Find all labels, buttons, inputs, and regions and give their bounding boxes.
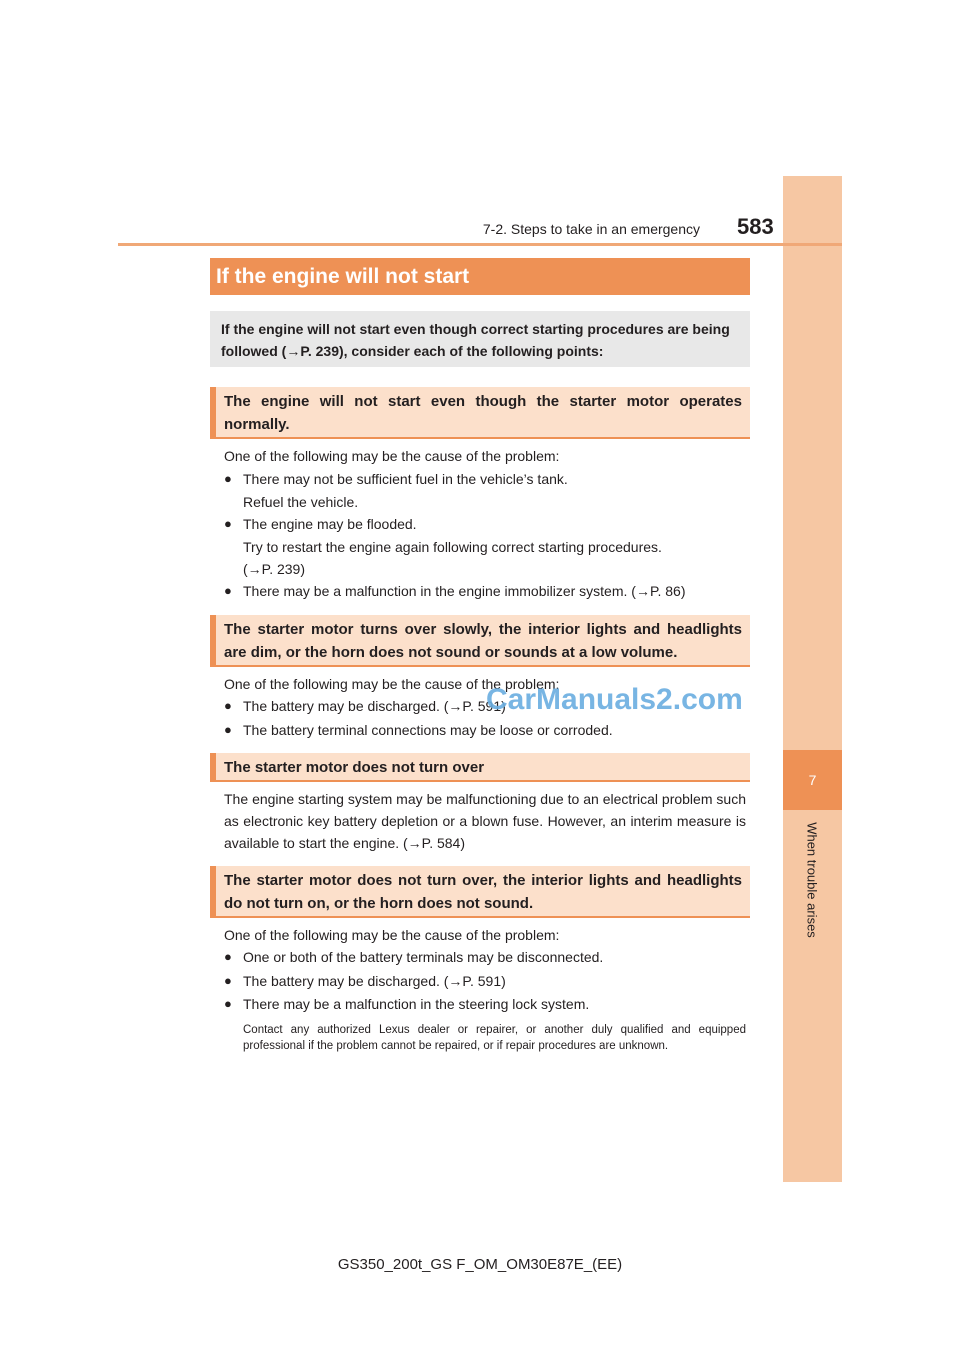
list-item: ● There may not be sufficient fuel in the vehicle’s tank. Refuel the vehicle. (224, 468, 746, 513)
bullet-icon: ● (224, 973, 232, 988)
list-item: ● The battery may be discharged. (→P. 591) (224, 695, 746, 718)
bullet-icon: ● (224, 722, 232, 737)
bullet-icon: ● (224, 996, 232, 1011)
list-item: ● The engine may be flooded. Try to restart the engine again following correct starting procedures. (→P. 239) (224, 513, 746, 581)
chapter-number-badge: 7 (783, 750, 842, 810)
section-3-text: The engine starting system may be malfunctioning due to an electrical problem such as electronic key battery depletion or a blown fuse. However, an interim measure is available to start the engine. (→P. 584) (224, 791, 746, 851)
intro-line-2: followed (→P. 239), consider each of the following points: (221, 343, 604, 359)
chapter-title-vertical: When trouble arises (804, 822, 820, 938)
intro-line-1: If the engine will not start even though correct starting procedures are being (221, 321, 730, 337)
watermark-logo: CarManuals2.com (486, 683, 743, 716)
header-rule (118, 243, 842, 246)
subheading-1: The engine will not start even though the starter motor operates normally. (210, 387, 750, 439)
page-title: If the engine will not start (210, 258, 750, 295)
list-item: ● One or both of the battery terminals may be disconnected. (224, 946, 746, 969)
chapter-side-tab (783, 176, 842, 1182)
list-item: ● There may be a malfunction in the steering lock system. (224, 993, 746, 1016)
section-4-note: Contact any authorized Lexus dealer or repairer, or another duly qualified and equipped professional if the problem cannot be repaired, or if repair procedures are unknown. (243, 1024, 746, 1052)
subheading-3: The starter motor does not turn over (210, 753, 750, 782)
bullet-icon: ● (224, 698, 232, 713)
intro-box (210, 311, 750, 367)
list-item: ● There may be a malfunction in the engine immobilizer system. (→P. 86) (224, 580, 746, 603)
page-number: 583 (737, 214, 774, 239)
bullet-icon: ● (224, 583, 232, 598)
list-item: ● The battery may be discharged. (→P. 591) (224, 970, 746, 993)
bullet-icon: ● (224, 471, 232, 486)
bullet-icon: ● (224, 949, 232, 964)
section-1-lead: One of the following may be the cause of the problem: (224, 448, 560, 464)
subheading-2: The starter motor turns over slowly, the interior lights and headlights are dim, or the horn does not sound or sounds at a low volume. (210, 615, 750, 667)
section-label: 7-2. Steps to take in an emergency (482, 221, 700, 237)
section-4-lead: One of the following may be the cause of the problem: (224, 927, 560, 943)
footer-document-code: GS350_200t_GS F_OM_OM30E87E_(EE) (337, 1256, 623, 1273)
list-item: ● The battery terminal connections may be loose or corroded. (224, 719, 746, 742)
bullet-icon: ● (224, 516, 232, 531)
section-2-lead: One of the following may be the cause of the problem: (224, 676, 560, 692)
subheading-4: The starter motor does not turn over, the interior lights and headlights do not turn on, or the horn does not sound. (210, 866, 750, 918)
